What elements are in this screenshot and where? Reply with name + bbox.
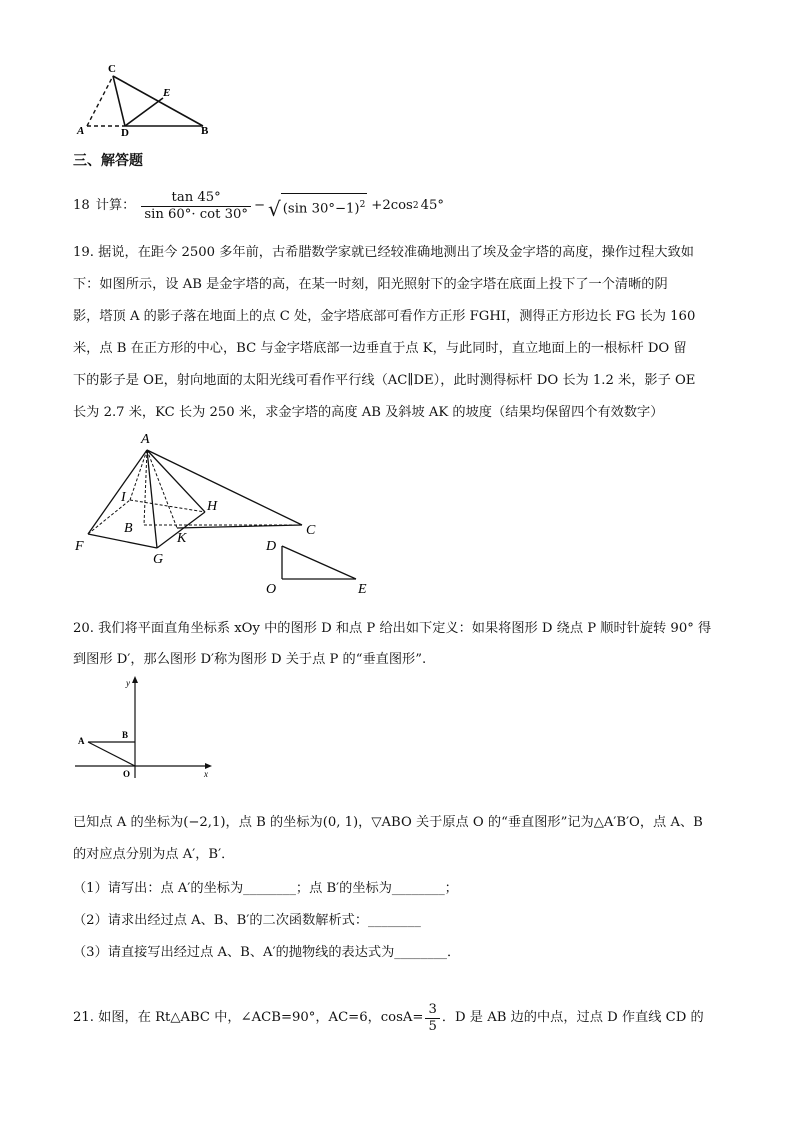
segment-cd bbox=[113, 76, 125, 126]
q19-line-2: 下：如图所示，设 AB 是金字塔的高，在某一时刻，阳光照射下的金字塔在底面上投下了一个清晰的阴 bbox=[73, 277, 668, 292]
label-c: C bbox=[108, 63, 116, 75]
coord-label-o: O bbox=[123, 769, 131, 779]
pyr-label-a: A bbox=[141, 432, 150, 447]
label-e: E bbox=[163, 87, 171, 99]
pyramid-figure bbox=[70, 428, 390, 600]
q19-line-5: 下的影子是 OE，射向地面的太阳光线可看作平行线（AC∥DE），此时测得标杆 DO 长为 1.2 米，影子 OE bbox=[73, 373, 696, 388]
pyr-label-c: C bbox=[306, 523, 316, 538]
q18-sqrt: √ (sin 30°−1)$^2$ bbox=[268, 193, 367, 218]
q20-sub-1: （1）请写出：点 A′的坐标为________；点 B′的坐标为________； bbox=[73, 881, 458, 896]
pyr-label-k: K bbox=[177, 531, 187, 546]
q21-pre: 21. 如图，在 Rt△ABC 中，∠ACB=90°，AC=6，cosA= bbox=[73, 1010, 424, 1025]
q18-sqrt-body: (sin 30°−1) bbox=[282, 201, 360, 217]
q19-line-4: 米，点 B 在正方形的中心，BC 与金字塔底部一边垂直于点 K，与此同时，直立地面上的一根标杆 DO 留 bbox=[73, 341, 687, 356]
axis-label-x: x bbox=[204, 769, 208, 779]
q21-denominator: 5 bbox=[428, 1018, 437, 1034]
pyr-label-f: F bbox=[75, 539, 84, 554]
q18-prefix: 计算： bbox=[95, 198, 136, 213]
dashed-line-ca bbox=[87, 76, 113, 126]
q19-line-6: 长为 2.7 米，KC 长为 250 米，求金字塔的高度 AB 及斜坡 AK 的坡度（结果均保留四个有效数字） bbox=[73, 405, 664, 420]
q18-rest-tail: 45° bbox=[420, 198, 444, 213]
question-21 bbox=[73, 1000, 704, 1036]
q20-given-1: 已知点 A 的坐标为(−2,1)，点 B 的坐标为(0, 1)，▽ABO 关于原点 O 的“垂直图形”记为△A′B′O，点 A、B bbox=[73, 815, 703, 830]
pyr-label-g: G bbox=[153, 552, 164, 567]
axis-label-y: y bbox=[126, 678, 130, 688]
segment-de bbox=[125, 98, 163, 126]
q21-fraction bbox=[425, 1002, 439, 1035]
label-a: A bbox=[77, 125, 85, 137]
section-title: 三、解答题 bbox=[73, 153, 143, 169]
pyr-label-i: I bbox=[121, 490, 126, 505]
coordinate-figure bbox=[70, 672, 220, 784]
q20-sub-2: （2）请求出经过点 A、B、B′的二次函数解析式：________ bbox=[73, 913, 421, 928]
q18-rest: +2cos bbox=[371, 198, 413, 213]
q18-square: 2 bbox=[359, 200, 366, 211]
q18-fraction bbox=[141, 190, 251, 223]
q18-number: 18 bbox=[73, 198, 90, 213]
q21-post: ．D 是 AB 边的中点，过点 D 作直线 CD 的 bbox=[441, 1010, 704, 1025]
pyr-label-h: H bbox=[207, 499, 218, 514]
label-d: D bbox=[121, 127, 129, 139]
coord-label-b: B bbox=[122, 730, 129, 740]
pole-label-d: D bbox=[266, 539, 277, 554]
pole-label-o: O bbox=[266, 582, 277, 597]
q20-line-1: 20. 我们将平面直角坐标系 xOy 中的图形 D 和点 P 给出如下定义：如果将图形 D 绕点 P 顺时针旋转 90° 得 bbox=[73, 621, 712, 636]
q20-given-2: 的对应点分别为点 A′，B′． bbox=[73, 847, 235, 862]
q18-denominator: sin 60°· cot 30° bbox=[144, 206, 248, 222]
q19-line-3: 影，塔顶 A 的影子落在地面上的点 C 处，金字塔底部可看作方正形 FGHI，测得正方形边长 FG 长为 160 bbox=[73, 309, 696, 324]
y-axis-arrow-icon bbox=[132, 676, 138, 683]
q18-minus: − bbox=[253, 198, 266, 213]
question-18 bbox=[73, 186, 444, 226]
q20-sub-3: （3）请直接写出经过点 A、B、A′的抛物线的表达式为________． bbox=[73, 945, 461, 960]
q18-numerator: tan 45° bbox=[141, 190, 251, 207]
q19-line-1: 19. 据说，在距今 2500 多年前，古希腊数学家就已经较准确地测出了埃及金字塔的高度，操作过程大致如 bbox=[73, 245, 694, 260]
coord-label-a: A bbox=[78, 736, 85, 746]
q18-rest-exp: 2 bbox=[412, 201, 419, 211]
pyr-label-b: B bbox=[124, 521, 133, 536]
triangle-figure-top bbox=[75, 60, 225, 140]
q20-line-2: 到图形 D′，那么图形 D′称为图形 D 关于点 P 的“垂直图形”. bbox=[73, 652, 427, 667]
pole-label-e: E bbox=[358, 582, 367, 597]
label-b: B bbox=[201, 125, 209, 137]
q21-numerator: 3 bbox=[425, 1002, 439, 1019]
